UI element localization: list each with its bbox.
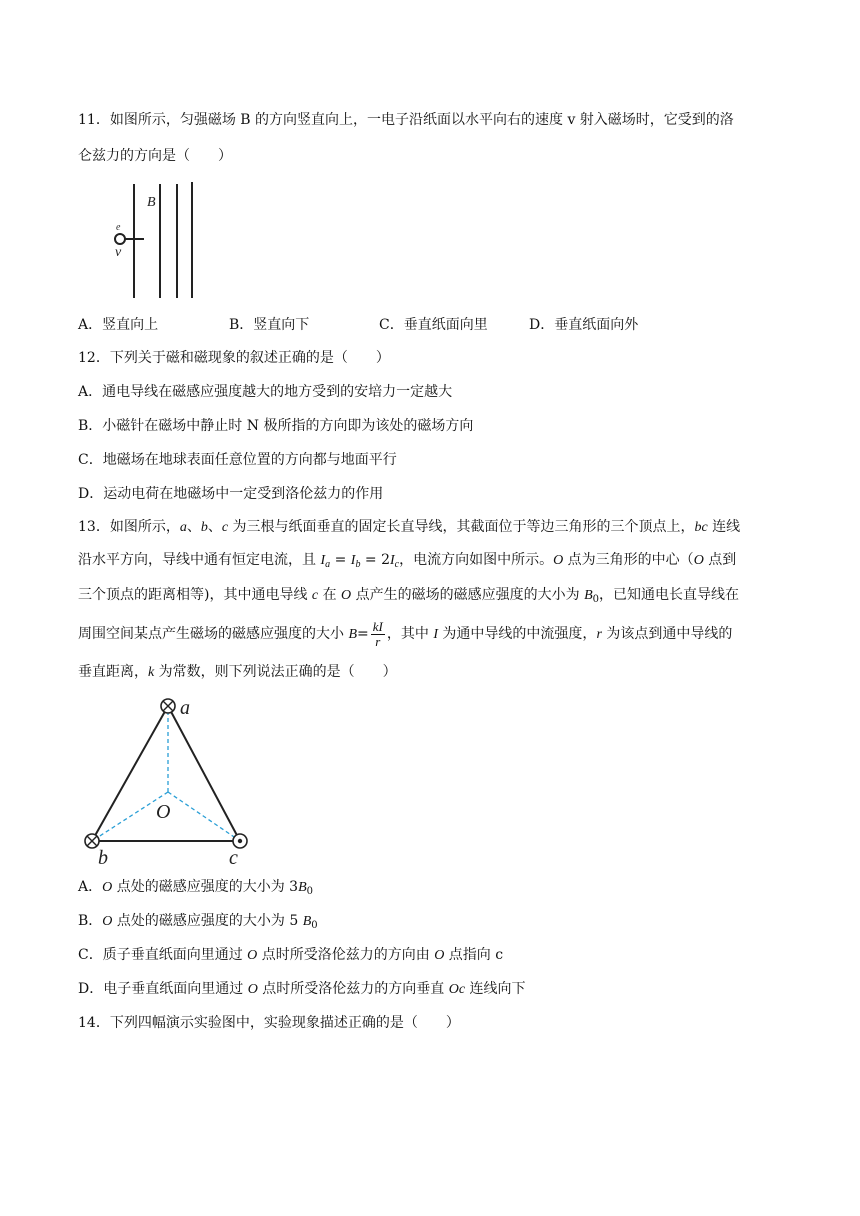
label-e: e bbox=[116, 222, 121, 233]
wire-c-out-of-page-icon bbox=[233, 834, 247, 848]
q13-option-c: C．质子垂直纸面向里通过 O 点时所受洛伦兹力的方向由 O 点指向 c bbox=[78, 947, 504, 963]
q11-stem-line1: 11．如图所示，匀强磁场 B 的方向竖直向上，一电子沿纸面以水平向右的速度 v 射入磁场时，它受到的洛 bbox=[78, 112, 734, 128]
q11-stem-line2: 仑兹力的方向是（ ） bbox=[78, 148, 232, 164]
q12-option-a: A．通电导线在磁感应强度越大的地方受到的安培力一定越大 bbox=[78, 384, 453, 400]
q11-option-b: B．竖直向下 bbox=[229, 317, 310, 333]
label-v: v bbox=[115, 245, 122, 260]
q13-stem-line2: 沿水平方向，导线中通有恒定电流，且 $I_a = I_b = 2I_c$，电流方向如图中所示。O 点为三角形的中心（O 点到 bbox=[78, 552, 737, 570]
q13-stem-line1: 13．如图所示，a、b、c 为三根与纸面垂直的固定长直导线，其截面位于等边三角形的三个顶点上，bc 连线 bbox=[78, 519, 741, 535]
q11-option-d: D．垂直纸面向外 bbox=[529, 317, 639, 333]
q12-option-c: C．地磁场在地球表面任意位置的方向都与地面平行 bbox=[78, 452, 397, 468]
formula-fraction: $\frac{kI}{r}$ bbox=[372, 618, 383, 649]
wire-b-into-page-icon bbox=[85, 834, 99, 848]
q13-stem-line4: 周围空间某点产生磁场的磁感应强度的大小 B= $\frac{kI}{r}$ ，其中 I 为通中导线的中流强度，r 为该点到通中导线的 bbox=[78, 618, 733, 649]
q13-option-d: D．电子垂直纸面向里通过 O 点时所受洛伦兹力的方向垂直 Oc 连线向下 bbox=[78, 981, 526, 997]
q13-stem-line5: 垂直距离，k 为常数，则下列说法正确的是（ ） bbox=[78, 664, 397, 680]
electron-circle bbox=[115, 234, 125, 244]
q12-stem: 12．下列关于磁和磁现象的叙述正确的是（ ） bbox=[78, 350, 390, 366]
wire-a-into-page-icon bbox=[161, 699, 175, 713]
q13-option-a: A．O 点处的磁感应强度的大小为 $3B_0$ bbox=[78, 879, 313, 897]
dash-Oc bbox=[168, 792, 240, 841]
q12-option-b: B．小磁针在磁场中静止时 N 极所指的方向即为该处的磁场方向 bbox=[78, 418, 474, 434]
label-a: a bbox=[180, 697, 190, 719]
q12-option-d: D．运动电荷在地磁场中一定受到洛伦兹力的作用 bbox=[78, 486, 384, 502]
q11-option-c: C．垂直纸面向里 bbox=[379, 317, 488, 333]
q11-option-a: A．竖直向上 bbox=[78, 317, 159, 333]
side-ac bbox=[168, 706, 240, 841]
q13-option-b: B．O 点处的磁感应强度的大小为 5 $B_0$ bbox=[78, 913, 318, 931]
q11-magnetic-field-figure bbox=[110, 176, 220, 302]
label-O: O bbox=[156, 801, 171, 823]
q14-stem: 14．下列四幅演示实验图中，实验现象描述正确的是（ ） bbox=[78, 1015, 460, 1031]
q13-triangle-figure bbox=[78, 692, 278, 868]
label-B: B bbox=[147, 195, 156, 210]
q13-stem-line3: 三个顶点的距离相等)，其中通电导线 c 在 O 点产生的磁场的磁感应强度的大小为 $B_0$，已知通电长直导线在 bbox=[78, 587, 740, 605]
label-b: b bbox=[98, 847, 108, 868]
label-c: c bbox=[229, 847, 238, 868]
